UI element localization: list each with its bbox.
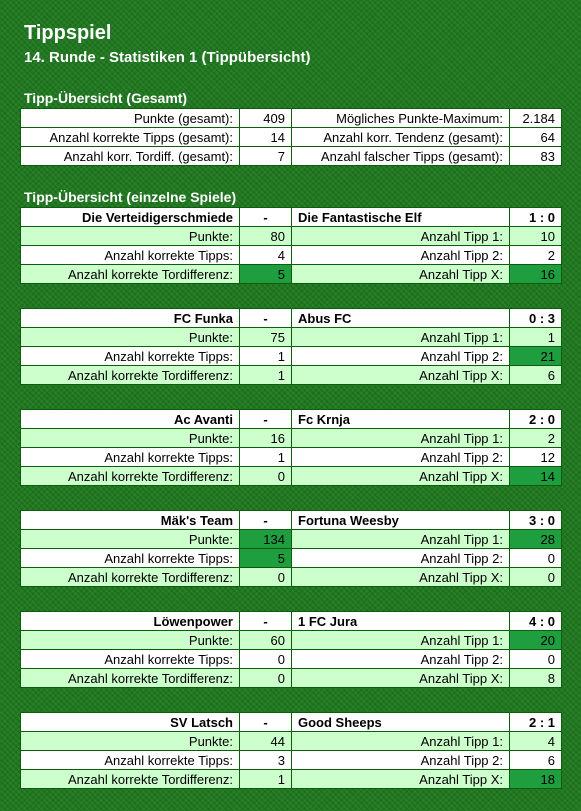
stat-row xyxy=(21,650,562,669)
diff-label: Anzahl korrekte Tordifferenz: xyxy=(21,366,240,385)
correct-value: 0 xyxy=(240,650,292,669)
diff-label: Anzahl korrekte Tordifferenz: xyxy=(21,669,240,688)
tippx-label: Anzahl Tipp X: xyxy=(292,669,510,688)
overview-label: Anzahl falscher Tipps (gesamt): xyxy=(292,147,510,166)
points-value: 134 xyxy=(240,530,292,549)
game-header xyxy=(21,713,562,732)
stat-row xyxy=(21,732,562,751)
tipp1-value: 28 xyxy=(510,530,562,549)
home-team: Ac Avanti xyxy=(21,410,240,429)
correct-label: Anzahl korrekte Tipps: xyxy=(21,751,240,770)
points-label: Punkte: xyxy=(21,328,240,347)
points-label: Punkte: xyxy=(21,227,240,246)
stat-row xyxy=(21,265,562,284)
diff-label: Anzahl korrekte Tordifferenz: xyxy=(21,467,240,486)
stat-row xyxy=(21,246,562,265)
tippx-label: Anzahl Tipp X: xyxy=(292,568,510,587)
points-label: Punkte: xyxy=(21,530,240,549)
correct-label: Anzahl korrekte Tipps: xyxy=(21,549,240,568)
match-score: 2 : 1 xyxy=(510,713,562,732)
overview-label: Anzahl korr. Tendenz (gesamt): xyxy=(292,128,510,147)
game-table xyxy=(20,611,562,688)
points-label: Punkte: xyxy=(21,429,240,448)
away-team: Abus FC xyxy=(292,309,510,328)
tippx-value: 18 xyxy=(510,770,562,789)
tipp1-value: 4 xyxy=(510,732,562,751)
stat-row xyxy=(21,227,562,246)
correct-label: Anzahl korrekte Tipps: xyxy=(21,650,240,669)
stat-row xyxy=(21,366,562,385)
correct-value: 5 xyxy=(240,549,292,568)
tipp1-value: 1 xyxy=(510,328,562,347)
diff-value: 0 xyxy=(240,568,292,587)
overview-row xyxy=(21,128,562,147)
tipp2-value: 21 xyxy=(510,347,562,366)
correct-value: 1 xyxy=(240,347,292,366)
page-title: Tippspiel xyxy=(24,22,112,44)
away-team: Fc Krnja xyxy=(292,410,510,429)
tipp2-label: Anzahl Tipp 2: xyxy=(292,246,510,265)
stat-row xyxy=(21,751,562,770)
game-header xyxy=(21,208,562,227)
tipp1-label: Anzahl Tipp 1: xyxy=(292,429,510,448)
game-table xyxy=(20,308,562,385)
points-value: 80 xyxy=(240,227,292,246)
correct-label: Anzahl korrekte Tipps: xyxy=(21,347,240,366)
game-header xyxy=(21,612,562,631)
game-table xyxy=(20,409,562,486)
overview-label: Anzahl korrekte Tipps (gesamt): xyxy=(21,128,240,147)
tipp2-value: 12 xyxy=(510,448,562,467)
tipp1-label: Anzahl Tipp 1: xyxy=(292,227,510,246)
page-subtitle: 14. Runde - Statistiken 1 (Tippübersicht) xyxy=(24,49,311,66)
diff-value: 0 xyxy=(240,467,292,486)
stat-row xyxy=(21,429,562,448)
diff-label: Anzahl korrekte Tordifferenz: xyxy=(21,568,240,587)
tipp1-value: 20 xyxy=(510,631,562,650)
away-team: Fortuna Weesby xyxy=(292,511,510,530)
points-value: 44 xyxy=(240,732,292,751)
overview-value: 2.184 xyxy=(510,109,562,128)
stat-row xyxy=(21,448,562,467)
tippx-value: 8 xyxy=(510,669,562,688)
tippx-label: Anzahl Tipp X: xyxy=(292,265,510,284)
overview-value: 64 xyxy=(510,128,562,147)
tipp1-label: Anzahl Tipp 1: xyxy=(292,530,510,549)
stat-row xyxy=(21,467,562,486)
points-label: Punkte: xyxy=(21,732,240,751)
points-label: Punkte: xyxy=(21,631,240,650)
away-team: Die Fantastische Elf xyxy=(292,208,510,227)
match-score: 2 : 0 xyxy=(510,410,562,429)
stat-row xyxy=(21,347,562,366)
points-value: 75 xyxy=(240,328,292,347)
overview-table xyxy=(20,108,562,166)
home-team: Löwenpower xyxy=(21,612,240,631)
tipp1-value: 10 xyxy=(510,227,562,246)
correct-value: 4 xyxy=(240,246,292,265)
tipp1-label: Anzahl Tipp 1: xyxy=(292,732,510,751)
diff-value: 5 xyxy=(240,265,292,284)
points-value: 16 xyxy=(240,429,292,448)
team-separator: - xyxy=(240,208,292,227)
stat-row xyxy=(21,568,562,587)
stat-row xyxy=(21,770,562,789)
team-separator: - xyxy=(240,612,292,631)
match-score: 3 : 0 xyxy=(510,511,562,530)
games-heading: Tipp-Übersicht (einzelne Spiele) xyxy=(24,189,237,205)
tipp1-label: Anzahl Tipp 1: xyxy=(292,631,510,650)
tippx-value: 14 xyxy=(510,467,562,486)
tipp2-label: Anzahl Tipp 2: xyxy=(292,347,510,366)
correct-value: 1 xyxy=(240,448,292,467)
points-value: 60 xyxy=(240,631,292,650)
away-team: Good Sheeps xyxy=(292,713,510,732)
tipp1-label: Anzahl Tipp 1: xyxy=(292,328,510,347)
diff-value: 1 xyxy=(240,770,292,789)
game-table xyxy=(20,712,562,789)
tipp2-label: Anzahl Tipp 2: xyxy=(292,751,510,770)
tipp2-value: 0 xyxy=(510,650,562,669)
team-separator: - xyxy=(240,410,292,429)
correct-label: Anzahl korrekte Tipps: xyxy=(21,448,240,467)
team-separator: - xyxy=(240,511,292,530)
tipp1-value: 2 xyxy=(510,429,562,448)
tipp2-value: 0 xyxy=(510,549,562,568)
match-score: 0 : 3 xyxy=(510,309,562,328)
match-score: 1 : 0 xyxy=(510,208,562,227)
diff-value: 1 xyxy=(240,366,292,385)
correct-value: 3 xyxy=(240,751,292,770)
away-team: 1 FC Jura xyxy=(292,612,510,631)
home-team: Mäk's Team xyxy=(21,511,240,530)
stat-row xyxy=(21,631,562,650)
tipp2-label: Anzahl Tipp 2: xyxy=(292,448,510,467)
home-team: FC Funka xyxy=(21,309,240,328)
correct-label: Anzahl korrekte Tipps: xyxy=(21,246,240,265)
stat-row xyxy=(21,530,562,549)
home-team: SV Latsch xyxy=(21,713,240,732)
game-table xyxy=(20,510,562,587)
game-header xyxy=(21,410,562,429)
home-team: Die Verteidigerschmiede xyxy=(21,208,240,227)
tipp2-label: Anzahl Tipp 2: xyxy=(292,549,510,568)
overview-label: Anzahl korr. Tordiff. (gesamt): xyxy=(21,147,240,166)
tippx-label: Anzahl Tipp X: xyxy=(292,770,510,789)
diff-label: Anzahl korrekte Tordifferenz: xyxy=(21,770,240,789)
stat-row xyxy=(21,328,562,347)
tippx-value: 16 xyxy=(510,265,562,284)
overview-row xyxy=(21,109,562,128)
diff-value: 0 xyxy=(240,669,292,688)
tippx-label: Anzahl Tipp X: xyxy=(292,366,510,385)
overview-row xyxy=(21,147,562,166)
tippx-label: Anzahl Tipp X: xyxy=(292,467,510,486)
overview-label: Mögliches Punkte-Maximum: xyxy=(292,109,510,128)
match-score: 4 : 0 xyxy=(510,612,562,631)
overview-label: Punkte (gesamt): xyxy=(21,109,240,128)
overview-value: 409 xyxy=(240,109,292,128)
tipp2-label: Anzahl Tipp 2: xyxy=(292,650,510,669)
team-separator: - xyxy=(240,713,292,732)
game-header xyxy=(21,309,562,328)
tippx-value: 0 xyxy=(510,568,562,587)
tipp2-value: 6 xyxy=(510,751,562,770)
diff-label: Anzahl korrekte Tordifferenz: xyxy=(21,265,240,284)
game-header xyxy=(21,511,562,530)
stat-row xyxy=(21,549,562,568)
overview-heading: Tipp-Übersicht (Gesamt) xyxy=(24,90,188,106)
tippx-value: 6 xyxy=(510,366,562,385)
game-table xyxy=(20,207,562,284)
team-separator: - xyxy=(240,309,292,328)
tipp2-value: 2 xyxy=(510,246,562,265)
overview-value: 14 xyxy=(240,128,292,147)
overview-value: 83 xyxy=(510,147,562,166)
overview-value: 7 xyxy=(240,147,292,166)
stat-row xyxy=(21,669,562,688)
